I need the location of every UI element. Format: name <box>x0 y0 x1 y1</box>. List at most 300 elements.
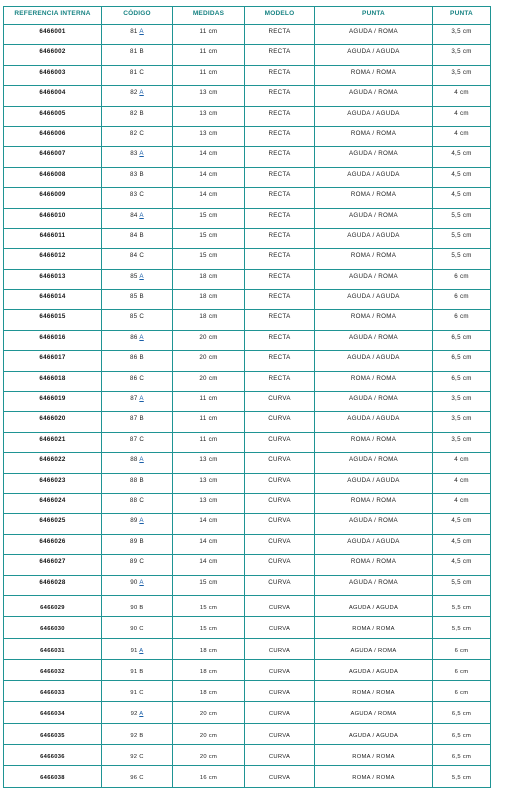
table-row <box>4 745 491 766</box>
ref-cell: 6466032 <box>4 659 102 680</box>
modelo-cell: CURVA <box>245 745 315 766</box>
modelo-cell: RECTA <box>245 290 315 310</box>
medida-cell: 11 cm <box>173 432 245 452</box>
medida-cell: 13 cm <box>173 106 245 126</box>
punta-cell: ROMA / ROMA <box>315 432 433 452</box>
modelo-cell: CURVA <box>245 595 315 616</box>
punta-cell: AGUDA / ROMA <box>315 147 433 167</box>
modelo-cell: RECTA <box>245 249 315 269</box>
code-suffix: B <box>139 231 144 239</box>
code-number: 90 <box>130 604 138 611</box>
modelo-cell: CURVA <box>245 766 315 787</box>
medida-cell: 18 cm <box>173 269 245 289</box>
medida-cell: 15 cm <box>173 575 245 595</box>
table-row <box>4 659 491 680</box>
ref-cell: 6466009 <box>4 188 102 208</box>
code-suffix[interactable]: A <box>139 578 144 586</box>
medida-cell: 15 cm <box>173 249 245 269</box>
medida-cell: 14 cm <box>173 167 245 187</box>
ref-cell: 6466038 <box>4 766 102 787</box>
modelo-cell: RECTA <box>245 351 315 371</box>
medida-cell: 13 cm <box>173 473 245 493</box>
code-cell <box>102 638 173 659</box>
code-number: 88 <box>130 476 138 484</box>
modelo-cell: RECTA <box>245 106 315 126</box>
code-number: 81 <box>130 28 138 35</box>
punta-cell: AGUDA / ROMA <box>315 514 433 534</box>
table-row <box>4 595 491 616</box>
size-cell: 6,5 cm <box>433 723 491 744</box>
code-number: 86 <box>130 354 138 362</box>
ref-cell: 6466024 <box>4 493 102 513</box>
header-punta-size: PUNTA <box>433 7 491 25</box>
medida-cell: 13 cm <box>173 453 245 473</box>
code-cell <box>102 595 173 616</box>
code-cell <box>102 766 173 787</box>
modelo-cell: RECTA <box>245 126 315 146</box>
code-number: 88 <box>130 456 138 464</box>
punta-cell: AGUDA / AGUDA <box>315 473 433 493</box>
size-cell: 4 cm <box>433 453 491 473</box>
ref-cell: 6466022 <box>4 453 102 473</box>
table-row <box>4 208 491 228</box>
code-cell <box>102 534 173 554</box>
medida-cell: 11 cm <box>173 25 245 45</box>
code-number: 82 <box>129 129 138 137</box>
code-cell <box>102 126 173 146</box>
modelo-cell: RECTA <box>245 25 315 45</box>
code-suffix: C <box>139 496 145 504</box>
ref-cell: 6466005 <box>4 106 102 126</box>
code-number: 87 <box>129 435 138 443</box>
code-number: 89 <box>130 537 138 545</box>
ref-cell: 6466014 <box>4 290 102 310</box>
code-number: 82 <box>130 89 138 97</box>
code-cell <box>102 290 173 310</box>
punta-cell: AGUDA / AGUDA <box>315 659 433 680</box>
code-number: 81 <box>129 68 138 76</box>
size-cell: 3,5 cm <box>433 392 491 412</box>
code-suffix: B <box>139 293 144 301</box>
size-cell: 4,5 cm <box>433 534 491 554</box>
code-cell <box>102 392 173 412</box>
punta-cell: ROMA / ROMA <box>315 766 433 787</box>
size-cell: 4,5 cm <box>433 514 491 534</box>
table-row <box>4 638 491 659</box>
table-row <box>4 269 491 289</box>
header-medidas: MEDIDAS <box>173 7 245 25</box>
size-cell: 5,5 cm <box>433 595 491 616</box>
table-row <box>4 249 491 269</box>
code-cell <box>102 702 173 723</box>
punta-cell: AGUDA / AGUDA <box>315 167 433 187</box>
code-cell <box>102 228 173 248</box>
medida-cell: 18 cm <box>173 659 245 680</box>
table-row <box>4 351 491 371</box>
code-suffix: C <box>139 626 144 633</box>
modelo-cell: CURVA <box>245 493 315 513</box>
punta-cell: ROMA / ROMA <box>315 493 433 513</box>
code-cell <box>102 86 173 106</box>
code-cell <box>102 659 173 680</box>
punta-cell: ROMA / ROMA <box>315 681 433 702</box>
modelo-cell: CURVA <box>245 514 315 534</box>
code-suffix: B <box>139 109 144 117</box>
code-suffix[interactable]: A <box>139 456 144 464</box>
punta-cell: AGUDA / AGUDA <box>315 595 433 616</box>
table-row <box>4 555 491 575</box>
modelo-cell: RECTA <box>245 45 315 65</box>
ref-cell: 6466010 <box>4 208 102 228</box>
code-number: 82 <box>130 109 138 117</box>
code-cell <box>102 269 173 289</box>
product-table <box>3 6 491 788</box>
ref-cell: 6466027 <box>4 555 102 575</box>
punta-cell: AGUDA / ROMA <box>315 86 433 106</box>
modelo-cell: RECTA <box>245 310 315 330</box>
code-number: 88 <box>129 496 138 504</box>
punta-cell: AGUDA / AGUDA <box>315 534 433 554</box>
table-row <box>4 167 491 187</box>
modelo-cell: RECTA <box>245 86 315 106</box>
size-cell: 6 cm <box>433 638 491 659</box>
size-cell: 3,5 cm <box>433 412 491 432</box>
code-cell <box>102 310 173 330</box>
code-number: 85 <box>129 313 138 321</box>
medida-cell: 11 cm <box>173 412 245 432</box>
code-cell <box>102 330 173 350</box>
medida-cell: 11 cm <box>173 45 245 65</box>
code-number: 90 <box>130 578 138 586</box>
code-suffix: B <box>139 668 144 675</box>
size-cell: 4 cm <box>433 493 491 513</box>
size-cell: 6,5 cm <box>433 745 491 766</box>
code-suffix[interactable]: A <box>139 150 144 158</box>
modelo-cell: RECTA <box>245 188 315 208</box>
ref-cell: 6466015 <box>4 310 102 330</box>
medida-cell: 18 cm <box>173 290 245 310</box>
medida-cell: 14 cm <box>173 147 245 167</box>
code-suffix: B <box>139 170 144 178</box>
modelo-cell: CURVA <box>245 659 315 680</box>
size-cell: 3,5 cm <box>433 65 491 85</box>
size-cell: 6 cm <box>433 269 491 289</box>
ref-cell: 6466025 <box>4 514 102 534</box>
code-cell <box>102 493 173 513</box>
size-cell: 6,5 cm <box>433 330 491 350</box>
table-row <box>4 188 491 208</box>
code-suffix[interactable]: A <box>139 395 144 403</box>
code-suffix: C <box>139 191 145 199</box>
code-suffix: C <box>139 374 145 382</box>
punta-cell: AGUDA / ROMA <box>315 330 433 350</box>
ref-cell: 6466002 <box>4 45 102 65</box>
table-row <box>4 392 491 412</box>
punta-cell: AGUDA / ROMA <box>315 25 433 45</box>
code-number: 92 <box>130 711 138 718</box>
ref-cell: 6466026 <box>4 534 102 554</box>
modelo-cell: RECTA <box>245 269 315 289</box>
modelo-cell: CURVA <box>245 453 315 473</box>
modelo-cell: CURVA <box>245 723 315 744</box>
ref-cell: 6466029 <box>4 595 102 616</box>
code-number: 83 <box>130 170 138 178</box>
medida-cell: 11 cm <box>173 392 245 412</box>
ref-cell: 6466036 <box>4 745 102 766</box>
code-cell <box>102 188 173 208</box>
ref-cell: 6466011 <box>4 228 102 248</box>
code-cell <box>102 412 173 432</box>
code-cell <box>102 745 173 766</box>
table-row <box>4 534 491 554</box>
code-suffix[interactable]: A <box>139 89 144 97</box>
ref-cell: 6466012 <box>4 249 102 269</box>
size-cell: 4,5 cm <box>433 147 491 167</box>
code-number: 81 <box>130 48 138 56</box>
size-cell: 5,5 cm <box>433 249 491 269</box>
punta-cell: AGUDA / AGUDA <box>315 290 433 310</box>
punta-cell: ROMA / ROMA <box>315 371 433 391</box>
ref-cell: 6466030 <box>4 617 102 638</box>
modelo-cell: CURVA <box>245 534 315 554</box>
header-codigo: CÓDIGO <box>102 7 173 25</box>
code-suffix[interactable]: A <box>139 272 144 280</box>
punta-cell: AGUDA / AGUDA <box>315 228 433 248</box>
punta-cell: AGUDA / AGUDA <box>315 106 433 126</box>
punta-cell: AGUDA / AGUDA <box>315 45 433 65</box>
code-cell <box>102 25 173 45</box>
size-cell: 6 cm <box>433 681 491 702</box>
modelo-cell: RECTA <box>245 208 315 228</box>
medida-cell: 15 cm <box>173 228 245 248</box>
code-number: 92 <box>130 754 138 761</box>
size-cell: 6 cm <box>433 659 491 680</box>
table-row <box>4 25 491 45</box>
punta-cell: AGUDA / ROMA <box>315 702 433 723</box>
table-row <box>4 681 491 702</box>
code-suffix: C <box>139 68 145 76</box>
size-cell: 5,5 cm <box>433 766 491 787</box>
medida-cell: 20 cm <box>173 723 245 744</box>
code-number: 96 <box>130 775 138 782</box>
modelo-cell: CURVA <box>245 412 315 432</box>
code-number: 87 <box>130 415 138 423</box>
table-row <box>4 617 491 638</box>
size-cell: 6,5 cm <box>433 371 491 391</box>
medida-cell: 15 cm <box>173 595 245 616</box>
code-cell <box>102 453 173 473</box>
punta-cell: ROMA / ROMA <box>315 126 433 146</box>
medida-cell: 20 cm <box>173 702 245 723</box>
modelo-cell: CURVA <box>245 575 315 595</box>
medida-cell: 15 cm <box>173 617 245 638</box>
table-row <box>4 147 491 167</box>
code-suffix: C <box>139 252 145 260</box>
ref-cell: 6466018 <box>4 371 102 391</box>
ref-cell: 6466016 <box>4 330 102 350</box>
modelo-cell: CURVA <box>245 638 315 659</box>
table-row <box>4 723 491 744</box>
punta-cell: AGUDA / AGUDA <box>315 412 433 432</box>
ref-cell: 6466034 <box>4 702 102 723</box>
table-row <box>4 228 491 248</box>
ref-cell: 6466020 <box>4 412 102 432</box>
punta-cell: AGUDA / ROMA <box>315 638 433 659</box>
code-number: 86 <box>129 374 138 382</box>
modelo-cell: CURVA <box>245 617 315 638</box>
table-row <box>4 432 491 452</box>
code-suffix: B <box>139 48 144 56</box>
medida-cell: 11 cm <box>173 65 245 85</box>
code-number: 89 <box>129 558 138 566</box>
code-number: 87 <box>130 395 138 403</box>
medida-cell: 14 cm <box>173 534 245 554</box>
code-suffix[interactable]: A <box>139 333 144 341</box>
code-number: 84 <box>130 211 138 219</box>
code-number: 86 <box>130 333 138 341</box>
medida-cell: 20 cm <box>173 330 245 350</box>
code-number: 91 <box>130 668 138 675</box>
medida-cell: 13 cm <box>173 126 245 146</box>
modelo-cell: RECTA <box>245 330 315 350</box>
code-cell <box>102 351 173 371</box>
modelo-cell: CURVA <box>245 702 315 723</box>
medida-cell: 20 cm <box>173 351 245 371</box>
table-row <box>4 290 491 310</box>
table-row <box>4 453 491 473</box>
code-suffix: C <box>139 435 145 443</box>
size-cell: 3,5 cm <box>433 25 491 45</box>
punta-cell: ROMA / ROMA <box>315 310 433 330</box>
punta-cell: ROMA / ROMA <box>315 617 433 638</box>
ref-cell: 6466023 <box>4 473 102 493</box>
modelo-cell: RECTA <box>245 147 315 167</box>
code-number: 85 <box>130 272 138 280</box>
size-cell: 5,5 cm <box>433 208 491 228</box>
table-row <box>4 310 491 330</box>
code-number: 83 <box>130 150 138 158</box>
code-suffix[interactable]: A <box>139 211 144 219</box>
ref-cell: 6466006 <box>4 126 102 146</box>
medida-cell: 15 cm <box>173 208 245 228</box>
punta-cell: AGUDA / ROMA <box>315 392 433 412</box>
size-cell: 6 cm <box>433 290 491 310</box>
code-number: 92 <box>130 732 138 739</box>
ref-cell: 6466035 <box>4 723 102 744</box>
product-table-container <box>3 6 491 788</box>
ref-cell: 6466019 <box>4 392 102 412</box>
code-suffix: C <box>139 775 144 782</box>
punta-cell: AGUDA / AGUDA <box>315 723 433 744</box>
header-row <box>4 7 491 25</box>
size-cell: 4 cm <box>433 126 491 146</box>
ref-cell: 6466031 <box>4 638 102 659</box>
punta-cell: AGUDA / AGUDA <box>315 351 433 371</box>
table-body <box>4 25 491 788</box>
code-suffix[interactable]: A <box>139 517 144 525</box>
code-cell <box>102 167 173 187</box>
medida-cell: 13 cm <box>173 86 245 106</box>
size-cell: 3,5 cm <box>433 432 491 452</box>
table-row <box>4 412 491 432</box>
ref-cell: 6466013 <box>4 269 102 289</box>
header-referencia: REFERENCIA INTERNA <box>4 7 102 25</box>
ref-cell: 6466004 <box>4 86 102 106</box>
ref-cell: 6466001 <box>4 25 102 45</box>
medida-cell: 14 cm <box>173 514 245 534</box>
code-cell <box>102 681 173 702</box>
table-row <box>4 126 491 146</box>
table-row <box>4 106 491 126</box>
code-cell <box>102 208 173 228</box>
code-suffix: C <box>139 754 144 761</box>
code-suffix: B <box>139 476 144 484</box>
punta-cell: ROMA / ROMA <box>315 745 433 766</box>
table-row <box>4 371 491 391</box>
medida-cell: 16 cm <box>173 766 245 787</box>
code-number: 91 <box>130 690 138 697</box>
medida-cell: 18 cm <box>173 638 245 659</box>
medida-cell: 13 cm <box>173 493 245 513</box>
ref-cell: 6466003 <box>4 65 102 85</box>
code-number: 90 <box>130 626 138 633</box>
modelo-cell: CURVA <box>245 392 315 412</box>
table-row <box>4 766 491 787</box>
code-suffix[interactable]: A <box>139 28 144 35</box>
modelo-cell: RECTA <box>245 371 315 391</box>
code-suffix[interactable]: A <box>139 711 144 718</box>
punta-cell: ROMA / ROMA <box>315 249 433 269</box>
size-cell: 3,5 cm <box>433 45 491 65</box>
code-number: 85 <box>130 293 138 301</box>
modelo-cell: CURVA <box>245 432 315 452</box>
table-row <box>4 702 491 723</box>
code-cell <box>102 575 173 595</box>
table-row <box>4 493 491 513</box>
code-cell <box>102 432 173 452</box>
size-cell: 4 cm <box>433 86 491 106</box>
punta-cell: AGUDA / ROMA <box>315 575 433 595</box>
modelo-cell: CURVA <box>245 473 315 493</box>
code-suffix: B <box>139 732 144 739</box>
punta-cell: AGUDA / ROMA <box>315 453 433 473</box>
code-cell <box>102 514 173 534</box>
code-suffix: C <box>139 129 145 137</box>
code-cell <box>102 555 173 575</box>
code-cell <box>102 65 173 85</box>
header-modelo: MODELO <box>245 7 315 25</box>
size-cell: 5,5 cm <box>433 617 491 638</box>
table-row <box>4 514 491 534</box>
size-cell: 4,5 cm <box>433 555 491 575</box>
code-suffix[interactable]: A <box>139 647 144 654</box>
modelo-cell: RECTA <box>245 167 315 187</box>
modelo-cell: CURVA <box>245 555 315 575</box>
code-cell <box>102 147 173 167</box>
medida-cell: 20 cm <box>173 745 245 766</box>
code-number: 89 <box>130 517 138 525</box>
size-cell: 5,5 cm <box>433 575 491 595</box>
size-cell: 6,5 cm <box>433 351 491 371</box>
punta-cell: ROMA / ROMA <box>315 65 433 85</box>
table-row <box>4 473 491 493</box>
medida-cell: 14 cm <box>173 188 245 208</box>
medida-cell: 18 cm <box>173 681 245 702</box>
size-cell: 6,5 cm <box>433 702 491 723</box>
medida-cell: 18 cm <box>173 310 245 330</box>
punta-cell: AGUDA / ROMA <box>315 269 433 289</box>
table-row <box>4 330 491 350</box>
